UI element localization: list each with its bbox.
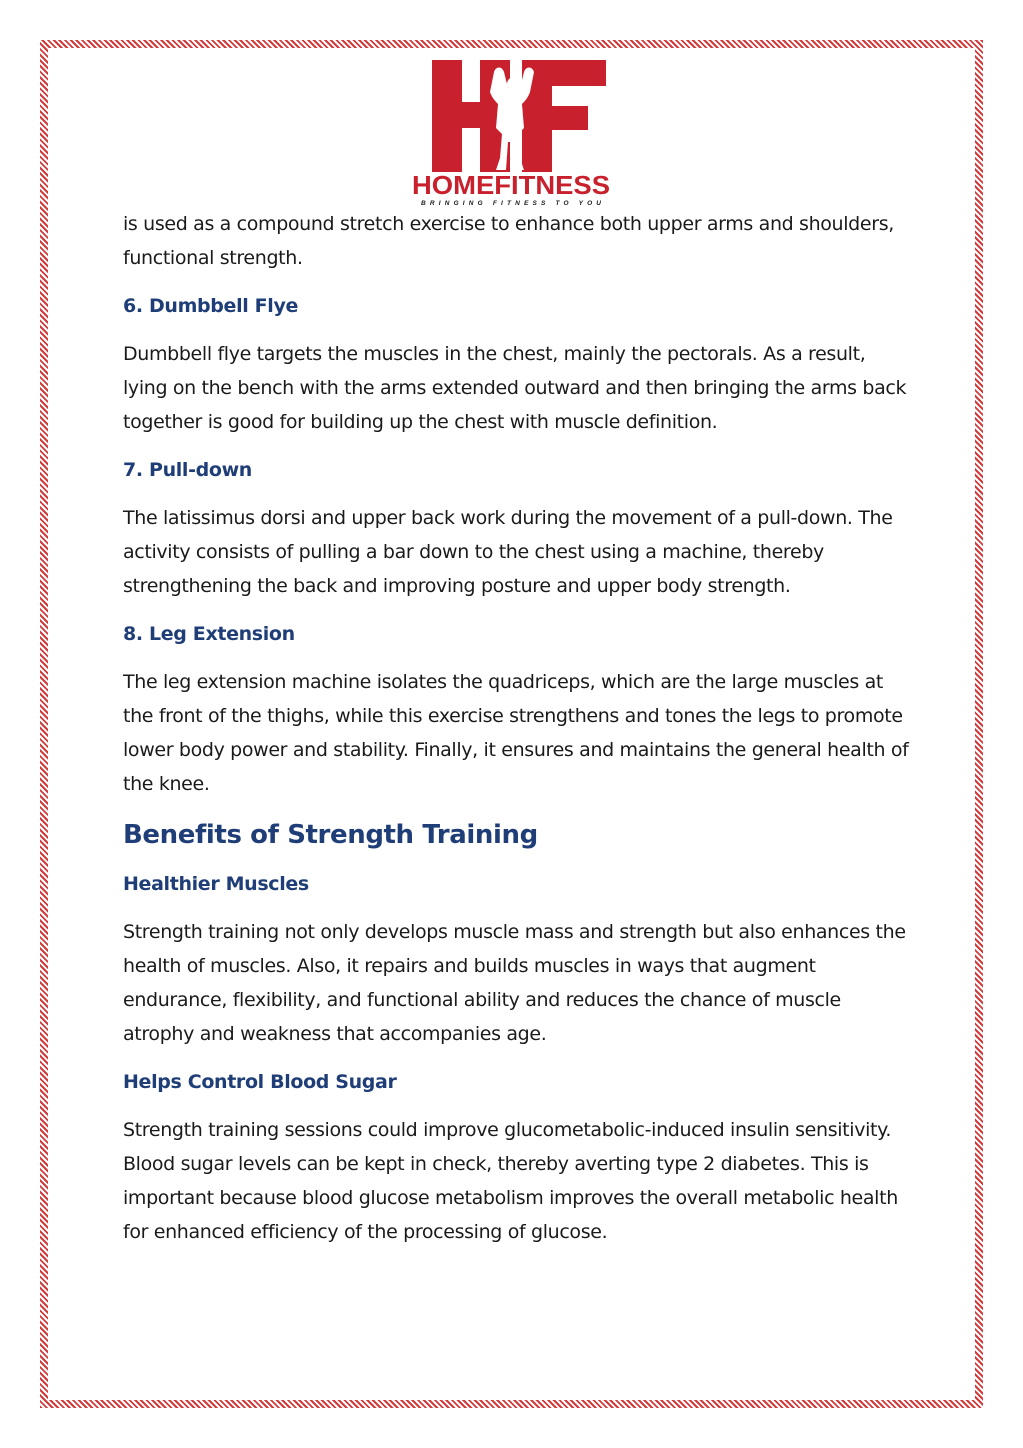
benefits-title: Benefits of Strength Training (123, 820, 538, 850)
section-heading-leg-extension: 8. Leg Extension (123, 623, 295, 645)
section-body-dumbbell-flye: Dumbbell flye targets the muscles in the chest, mainly the pectorals. As a result, lying on the bench with the arms extended outward and then bringing the arms back together is good for building up the chest with muscle definition. (123, 343, 907, 433)
section-heading-dumbbell-flye: 6. Dumbbell Flye (123, 295, 299, 317)
intro-paragraph: is used as a compound stretch exercise to enhance both upper arms and shoulders, functional strength. (123, 213, 894, 269)
section-heading-pull-down: 7. Pull-down (123, 459, 252, 481)
homefitness-logo (410, 58, 612, 208)
benefit-body-healthier-muscles: Strength training not only develops muscle mass and strength but also enhances the health of muscles. Also, it repairs and builds muscles in ways that augment endurance, flexibility, and functional ability and reduces the chance of muscle atrophy and weakness that accompanies age. (123, 921, 906, 1045)
benefit-heading-blood-sugar: Helps Control Blood Sugar (123, 1071, 397, 1093)
benefit-body-blood-sugar: Strength training sessions could improve glucometabolic-induced insulin sensitivity. Blood sugar levels can be kept in check, thereby averting type 2 diabetes. This is important because blood glucose metabolism improves the overall metabolic health for enhanced efficiency of the processing of glucose. (123, 1119, 898, 1243)
document-content (123, 207, 913, 1249)
section-body-leg-extension: The leg extension machine isolates the quadriceps, which are the large muscles at the front of the thighs, while this exercise strengthens and tones the legs to promote lower body power and stability. Finally, it ensures and maintains the general health of the knee. (123, 671, 909, 795)
benefit-heading-healthier-muscles: Healthier Muscles (123, 873, 309, 895)
logo-tagline: BRINGING FITNESS TO YOU (421, 200, 601, 207)
section-body-pull-down: The latissimus dorsi and upper back work during the movement of a pull-down. The activity consists of pulling a bar down to the chest using a machine, thereby strengthening the back and improving posture and upper body strength. (123, 507, 893, 597)
logo-brand: HOMEFITNESS (412, 170, 610, 200)
